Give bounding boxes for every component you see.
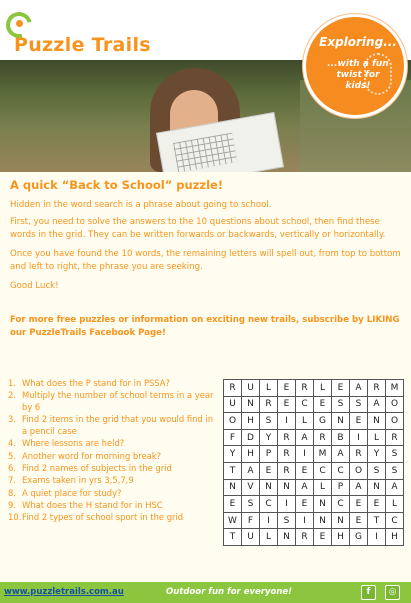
grid-cell[interactable]: R [296,380,314,397]
question-item [8,390,218,414]
grid-cell[interactable]: I [350,429,368,446]
grid-row [224,446,404,463]
question-item [8,512,218,524]
grid-cell[interactable]: N [368,413,386,430]
puzzle-trails-logo[interactable] [4,10,154,56]
grid-row [224,479,404,496]
grid-cell[interactable]: A [386,479,404,496]
grid-cell[interactable]: C [332,496,350,513]
question-text: Find 2 types of school sport in the grid [22,512,184,523]
question-number: 5. [8,450,16,461]
grid-row [224,413,404,430]
grid-cell[interactable]: U [242,380,260,397]
grid-cell[interactable]: E [350,496,368,513]
grid-cell[interactable]: R [368,380,386,397]
grid-cell[interactable]: Y [224,446,242,463]
logo-dot-icon [16,20,23,27]
grid-cell[interactable]: N [278,529,296,546]
grid-cell[interactable]: I [296,512,314,529]
grid-cell[interactable]: I [278,413,296,430]
grid-cell[interactable]: E [296,462,314,479]
grid-row [224,462,404,479]
grid-cell[interactable]: V [242,479,260,496]
question-text: Another word for morning break? [22,450,162,461]
grid-row [224,529,404,546]
grid-cell[interactable]: C [332,462,350,479]
grid-cell[interactable]: E [314,396,332,413]
grid-cell[interactable]: W [224,512,242,529]
footer-tagline: Outdoor fun for everyone! [166,587,293,597]
grid-cell[interactable]: L [314,380,332,397]
grid-cell[interactable]: N [314,496,332,513]
grid-cell[interactable]: R [278,429,296,446]
facebook-subscribe-note: For more free puzzles or information on exciting new trails, subscribe by LIKING our PuzzleTrails Facebook Page! [10,315,400,338]
question-item [8,488,218,500]
question-number: 10. [8,512,22,523]
grid-cell[interactable]: G [314,413,332,430]
question-number: 9. [8,499,16,510]
grid-cell[interactable]: M [314,446,332,463]
grid-cell[interactable]: E [368,496,386,513]
puzzle-sheet-grid [173,133,237,172]
grid-cell[interactable]: R [350,446,368,463]
grid-cell[interactable]: I [260,512,278,529]
grid-cell[interactable]: N [314,512,332,529]
badge-headline: Exploring... [319,35,397,49]
puzzle-title: A quick “Back to School” puzzle! [10,178,224,192]
grid-cell[interactable]: C [260,496,278,513]
grid-cell[interactable]: H [242,413,260,430]
grid-cell[interactable]: E [296,496,314,513]
grid-cell[interactable]: H [386,529,404,546]
grid-cell[interactable]: P [260,446,278,463]
question-item [8,500,218,512]
grid-cell[interactable]: A [350,380,368,397]
question-item [8,438,218,450]
grid-cell[interactable]: A [368,396,386,413]
grid-cell[interactable]: A [296,429,314,446]
logo-text: Puzzle Trails [14,34,151,56]
question-text: A quiet place for study? [22,487,122,498]
grid-cell[interactable]: U [224,396,242,413]
grid-cell[interactable]: R [224,380,242,397]
grid-cell[interactable]: R [278,462,296,479]
word-search-grid [223,379,404,546]
grid-cell[interactable]: T [224,529,242,546]
grid-cell[interactable]: M [386,380,404,397]
grid-cell[interactable]: S [260,413,278,430]
grid-cell[interactable]: A [332,446,350,463]
grid-cell[interactable]: S [278,512,296,529]
grid-cell[interactable]: E [224,496,242,513]
question-text: Find 2 names of subjects in the grid [22,463,172,474]
question-number: 3. [8,414,16,425]
grid-cell[interactable]: S [350,396,368,413]
grid-cell[interactable]: A [242,462,260,479]
question-number: 4. [8,438,16,449]
question-number: 1. [8,378,16,388]
grid-cell[interactable]: N [224,479,242,496]
grid-cell[interactable]: D [242,429,260,446]
grid-cell[interactable]: G [350,529,368,546]
question-text: Find 2 items in the grid that you would find in a pencil case [22,414,214,437]
grid-cell[interactable]: E [260,462,278,479]
grid-cell[interactable]: A [296,479,314,496]
question-text: Multiply the number of school terms in a year by 6 [22,390,214,413]
grid-cell[interactable]: N [242,396,260,413]
grid-cell[interactable]: A [350,479,368,496]
grid-cell[interactable]: F [242,512,260,529]
question-text: What does the P stand for in PSSA? [22,378,170,388]
grid-cell[interactable]: O [386,413,404,430]
grid-row [224,396,404,413]
grid-cell[interactable]: O [224,413,242,430]
grid-cell[interactable]: O [350,462,368,479]
question-text: Where lessons are held? [22,438,125,449]
grid-cell[interactable]: R [278,446,296,463]
website-link[interactable]: www.puzzletrails.com.au [4,587,124,597]
grid-cell[interactable]: F [224,429,242,446]
question-list [8,378,218,525]
grid-cell[interactable]: L [368,429,386,446]
grid-cell[interactable]: I [368,529,386,546]
grid-cell[interactable]: T [224,462,242,479]
grid-cell[interactable]: S [386,462,404,479]
grid-cell[interactable]: C [296,396,314,413]
grid-cell[interactable]: H [332,529,350,546]
good-luck-text: Good Luck! [10,281,59,291]
grid-row [224,512,404,529]
grid-cell[interactable]: E [350,512,368,529]
grid-cell[interactable]: L [260,529,278,546]
grid-cell[interactable]: L [386,496,404,513]
grid-cell[interactable]: S [242,496,260,513]
grid-cell[interactable]: E [314,529,332,546]
grid-cell[interactable]: R [314,429,332,446]
question-number: 7. [8,475,16,486]
grid-cell[interactable]: U [242,529,260,546]
grid-cell[interactable]: L [296,413,314,430]
grid-row [224,380,404,397]
grid-row [224,496,404,513]
grid-cell[interactable]: P [332,479,350,496]
question-item [8,475,218,487]
grid-cell[interactable]: Y [368,446,386,463]
exploring-badge [303,14,407,118]
grid-cell[interactable]: L [260,380,278,397]
grid-cell[interactable]: R [296,529,314,546]
intro-paragraph: Hidden in the word search is a phrase about going to school. [10,200,272,210]
grid-cell[interactable]: S [368,462,386,479]
question-number: 2. [8,390,16,401]
question-item [8,451,218,463]
fingerprint-icon [364,53,392,95]
question-item [8,378,218,390]
grid-cell[interactable]: C [386,512,404,529]
grid-row [224,429,404,446]
question-item [8,463,218,475]
grid-cell[interactable]: E [350,413,368,430]
question-text: What does the H stand for in HSC [22,499,163,510]
grid-cell[interactable]: E [278,396,296,413]
grid-cell[interactable]: N [332,512,350,529]
grid-cell[interactable]: R [260,396,278,413]
instructions-paragraph: First, you need to solve the answers to the 10 questions about school, then find these words in the grid. They can be written forwards or backwards, vertically or horizontally. [10,217,386,240]
badge-tagline: ...with a fun twist for kids! [327,59,389,91]
grid-cell[interactable]: N [278,479,296,496]
grid-cell[interactable]: O [386,396,404,413]
footer [0,582,411,603]
instagram-icon[interactable]: ◎ [385,585,400,600]
grid-cell[interactable]: I [278,496,296,513]
question-text: Exams taken in yrs 3,5,7,9 [22,475,134,486]
grid-cell[interactable]: E [278,380,296,397]
question-number: 8. [8,487,16,498]
grid-cell[interactable]: R [386,429,404,446]
phrase-paragraph: Once you have found the 10 words, the remaining letters will spell out, from top to bottom and left to right, the phrase you are seeking. [10,249,401,272]
grid-cell[interactable]: S [386,446,404,463]
grid-cell[interactable]: T [368,512,386,529]
question-item [8,414,218,438]
grid-cell[interactable]: B [332,429,350,446]
grid-cell[interactable]: L [314,479,332,496]
grid-cell[interactable]: I [296,446,314,463]
grid-cell[interactable]: N [368,479,386,496]
grid-cell[interactable]: Y [260,429,278,446]
grid-cell[interactable]: E [332,380,350,397]
grid-cell[interactable]: N [260,479,278,496]
grid-cell[interactable]: N [332,413,350,430]
grid-cell[interactable]: H [242,446,260,463]
grid-cell[interactable]: S [332,396,350,413]
facebook-icon[interactable]: f [361,585,376,600]
grid-cell[interactable]: C [314,462,332,479]
question-number: 6. [8,463,16,474]
